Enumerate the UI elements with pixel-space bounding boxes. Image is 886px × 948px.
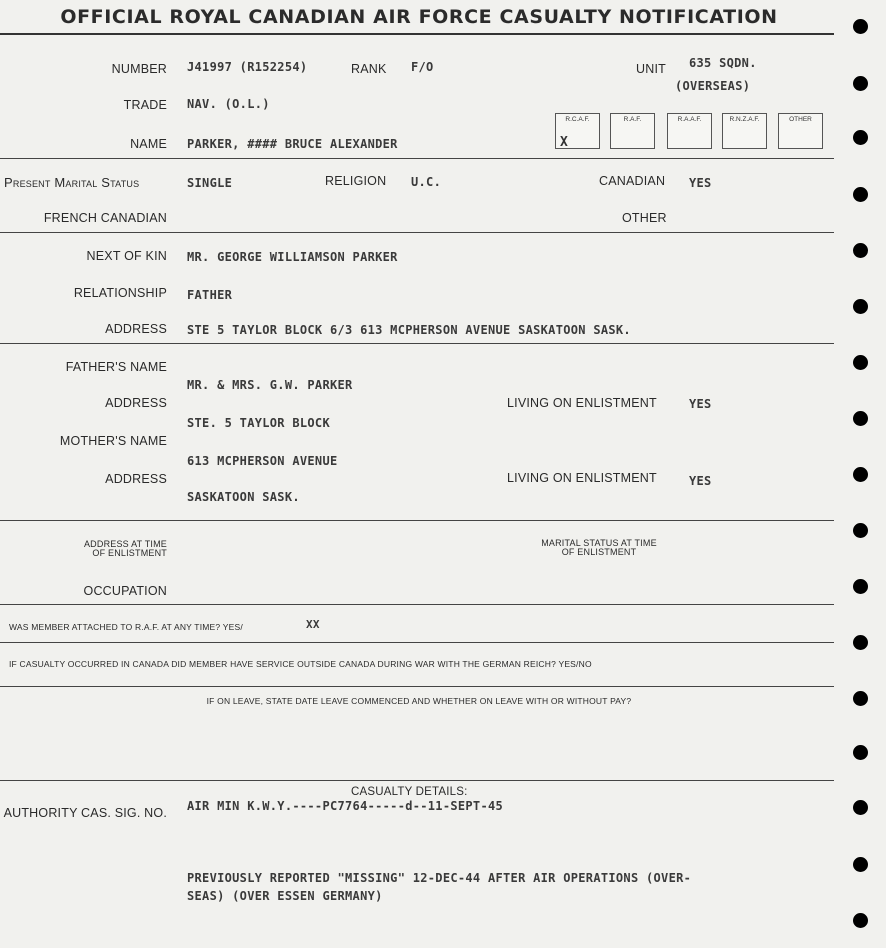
punch-hole xyxy=(853,635,868,650)
canada-service-question: IF CASUALTY OCCURRED IN CANADA DID MEMBER HAVE SERVICE OUTSIDE CANADA DURING WAR WITH THE GERMAN REICH? YES/NO xyxy=(9,659,592,669)
mother-address-label: ADDRESS xyxy=(105,472,167,486)
father-name-label: FATHER'S NAME xyxy=(65,360,167,374)
punch-hole xyxy=(853,800,868,815)
raf-answer: XX xyxy=(306,618,320,631)
occupation-label: OCCUPATION xyxy=(83,584,167,598)
divider xyxy=(0,33,834,35)
next-of-kin-label: NEXT OF KIN xyxy=(86,249,167,263)
marital-status-value: SINGLE xyxy=(187,176,233,190)
punch-hole xyxy=(853,355,868,370)
next-of-kin-value: MR. GEORGE WILLIAMSON PARKER xyxy=(187,250,398,264)
authority-label: AUTHORITY CAS. SIG. NO. xyxy=(3,806,167,820)
remarks-line-1: PREVIOUSLY REPORTED "MISSING" 12-DEC-44 AFTER AIR OPERATIONS (OVER- xyxy=(187,871,692,885)
parents-address-line-2: 613 MCPHERSON AVENUE xyxy=(187,454,338,468)
marital-status-label: Present Marital Status xyxy=(4,175,140,190)
punch-hole xyxy=(853,243,868,258)
box-other: OTHER xyxy=(778,113,823,149)
divider xyxy=(0,686,834,687)
punch-hole xyxy=(853,130,868,145)
name-label: NAME xyxy=(130,137,167,151)
french-canadian-label: FRENCH CANADIAN xyxy=(43,211,167,225)
punch-hole xyxy=(853,579,868,594)
punch-hole xyxy=(853,745,868,760)
rcaf-mark: X xyxy=(560,135,568,150)
box-raaf: R.A.A.F. xyxy=(667,113,712,149)
punch-hole xyxy=(853,857,868,872)
punch-hole xyxy=(853,523,868,538)
religion-value: U.C. xyxy=(411,175,442,189)
name-value: PARKER, #### BRUCE ALEXANDER xyxy=(187,137,398,151)
casualty-details-heading: CASUALTY DETAILS: xyxy=(351,786,468,798)
leave-question: IF ON LEAVE, STATE DATE LEAVE COMMENCED AND WHETHER ON LEAVE WITH OR WITHOUT PAY? xyxy=(206,696,632,706)
divider xyxy=(0,520,834,521)
father-living-label: LIVING ON ENLISTMENT xyxy=(507,396,657,410)
rank-label: RANK xyxy=(351,62,387,76)
relationship-label: RELATIONSHIP xyxy=(73,286,167,300)
rank-value: F/O xyxy=(411,60,434,74)
punch-hole xyxy=(853,76,868,91)
divider xyxy=(0,158,834,159)
address-at-enlistment-label: ADDRESS AT TIME OF ENLISTMENT xyxy=(83,539,167,558)
trade-label: TRADE xyxy=(123,98,167,112)
box-raf: R.A.F. xyxy=(610,113,655,149)
unit-label: UNIT xyxy=(636,62,666,76)
marital-at-enlistment-label: MARITAL STATUS AT TIME OF ENLISTMENT xyxy=(541,538,657,557)
parents-address-line-1: STE. 5 TAYLOR BLOCK xyxy=(187,416,330,430)
punch-hole xyxy=(853,299,868,314)
form-title: OFFICIAL ROYAL CANADIAN AIR FORCE CASUALTY NOTIFICATION xyxy=(60,6,778,28)
divider xyxy=(0,343,834,344)
parents-name-value: MR. & MRS. G.W. PARKER xyxy=(187,378,353,392)
divider xyxy=(0,604,834,605)
box-rcaf: R.C.A.F. xyxy=(555,113,600,149)
divider xyxy=(0,232,834,233)
trade-value: NAV. (O.L.) xyxy=(187,97,270,111)
nok-address-label: ADDRESS xyxy=(105,322,167,336)
nok-address-value: STE 5 TAYLOR BLOCK 6/3 613 MCPHERSON AVENUE SASKATOON SASK. xyxy=(187,323,631,337)
father-address-label: ADDRESS xyxy=(105,396,167,410)
punch-hole xyxy=(853,467,868,482)
father-living-value: YES xyxy=(689,397,712,411)
remarks-line-2: SEAS) (OVER ESSEN GERMANY) xyxy=(187,889,383,903)
punch-hole xyxy=(853,19,868,34)
relationship-value: FATHER xyxy=(187,288,233,302)
punch-hole xyxy=(853,411,868,426)
unit-value-2: (OVERSEAS) xyxy=(675,79,751,93)
unit-value: 635 SQDN. xyxy=(689,56,757,70)
raf-question: WAS MEMBER ATTACHED TO R.A.F. AT ANY TIME? YES/ xyxy=(9,622,243,632)
other-label: OTHER xyxy=(622,211,667,225)
divider xyxy=(0,642,834,643)
parents-address-line-3: SASKATOON SASK. xyxy=(187,490,300,504)
mother-living-label: LIVING ON ENLISTMENT xyxy=(507,471,657,485)
number-value: J41997 (R152254) xyxy=(187,60,308,74)
number-label: NUMBER xyxy=(111,62,167,76)
canadian-value: YES xyxy=(689,176,712,190)
box-rnzaf: R.N.Z.A.F. xyxy=(722,113,767,149)
mother-name-label: MOTHER'S NAME xyxy=(59,434,167,448)
punch-hole xyxy=(853,187,868,202)
punch-hole xyxy=(853,691,868,706)
punch-hole xyxy=(853,913,868,928)
religion-label: RELIGION xyxy=(325,174,387,188)
canadian-label: CANADIAN xyxy=(599,174,666,188)
authority-value: AIR MIN K.W.Y.----PC7764-----d--11-SEPT-45 xyxy=(187,799,504,813)
divider xyxy=(0,780,834,781)
mother-living-value: YES xyxy=(689,474,712,488)
